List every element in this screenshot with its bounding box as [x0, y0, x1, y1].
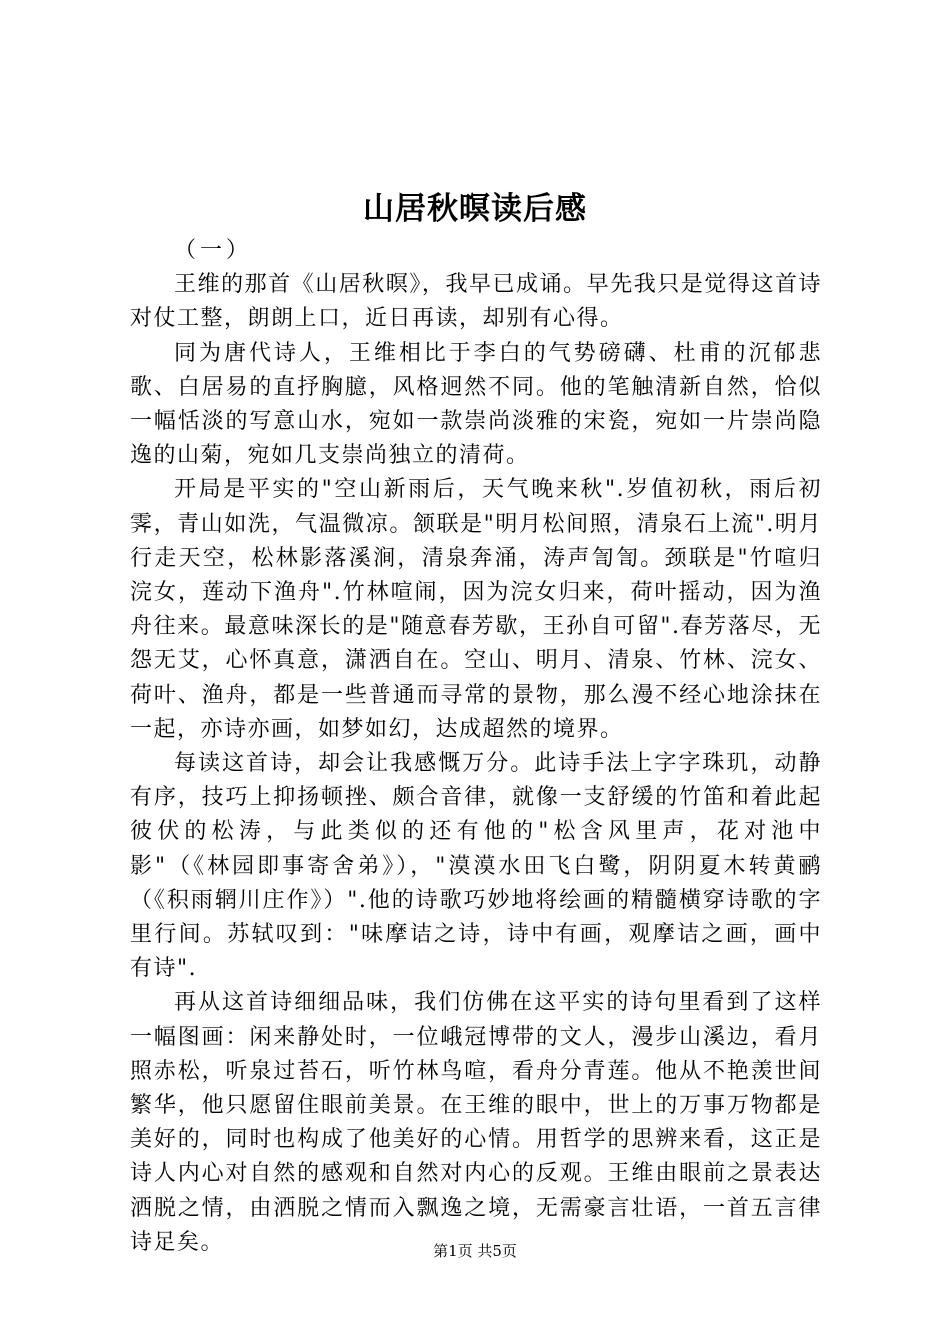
paragraph-2: 同为唐代诗人，王维相比于李白的气势磅礴、杜甫的沉郁悲歌、白居易的直抒胸臆，风格迥然不同。他的笔触清新自然，恰似一幅恬淡的写意山水，宛如一款崇尚淡雅的宋瓷，宛如一片崇尚隐逸的山菊，宛如几支崇尚独立的清荷。 [130, 340, 822, 469]
page-number-footer: 第1页 共5页 [433, 1242, 517, 1260]
paragraph-3: 开局是平实的"空山新雨后，天气晚来秋".岁值初秋，雨后初霁，青山如洗，气温微凉。颔联是"明月松间照，清泉石上流".明月行走天空，松林影落溪涧，清泉奔涌，涛声訇訇。颈联是"竹喧归浣女，莲动下渔舟".竹林喧闹，因为浣女归来，荷叶摇动，因为渔舟往来。最意味深长的是"随意春芳歇，王孙自可留".春芳落尽，无怨无艾，心怀真意，潇洒自在。空山、明月、清泉、竹林、浣女、荷叶、渔舟，都是一些普通而寻常的景物，那么漫不经心地涂抹在一起，亦诗亦画，如梦如幻，达成超然的境界。 [130, 477, 822, 742]
section-mark: （一） [174, 238, 253, 263]
document-body [130, 234, 822, 1260]
paragraph-4: 每读这首诗，却会让我感慨万分。此诗手法上字字珠玑，动静有序，技巧上抑扬顿挫、颇合音律，就像一支舒缓的竹笛和着此起彼伏的松涛，与此类似的还有他的"松含风里声，花对池中影"（《林园即事寄舍弟》），"漠漠水田飞白鹭，阴阴夏木转黄鹂（《积雨辋川庄作》）".他的诗歌巧妙地将绘画的精髓横穿诗歌的字里行间。苏轼叹到："味摩诘之诗，诗中有画，观摩诘之画，画中有诗". [130, 751, 822, 982]
paragraph-5: 再从这首诗细细品味，我们仿佛在这平实的诗句里看到了这样一幅图画：闲来静处时，一位峨冠博带的文人，漫步山溪边，看月照赤松，听泉过苔石，听竹林鸟喧，看舟分青莲。他从不艳羡世间繁华，他只愿留住眼前美景。在王维的眼中，世上的万事万物都是美好的，同时也构成了他美好的心情。用哲学的思辨来看，这正是诗人内心对自然的感观和自然对内心的反观。王维由眼前之景表达洒脱之情，由洒脱之情而入飘逸之境，无需豪言壮语，一首五言律诗足矣。 [130, 990, 822, 1255]
paragraph-1: 王维的那首《山居秋暝》，我早已成诵。早先我只是觉得这首诗对仗工整，朗朗上口，近日再读，却别有心得。 [130, 272, 822, 332]
document-title: 山居秋暝读后感 [363, 191, 587, 227]
